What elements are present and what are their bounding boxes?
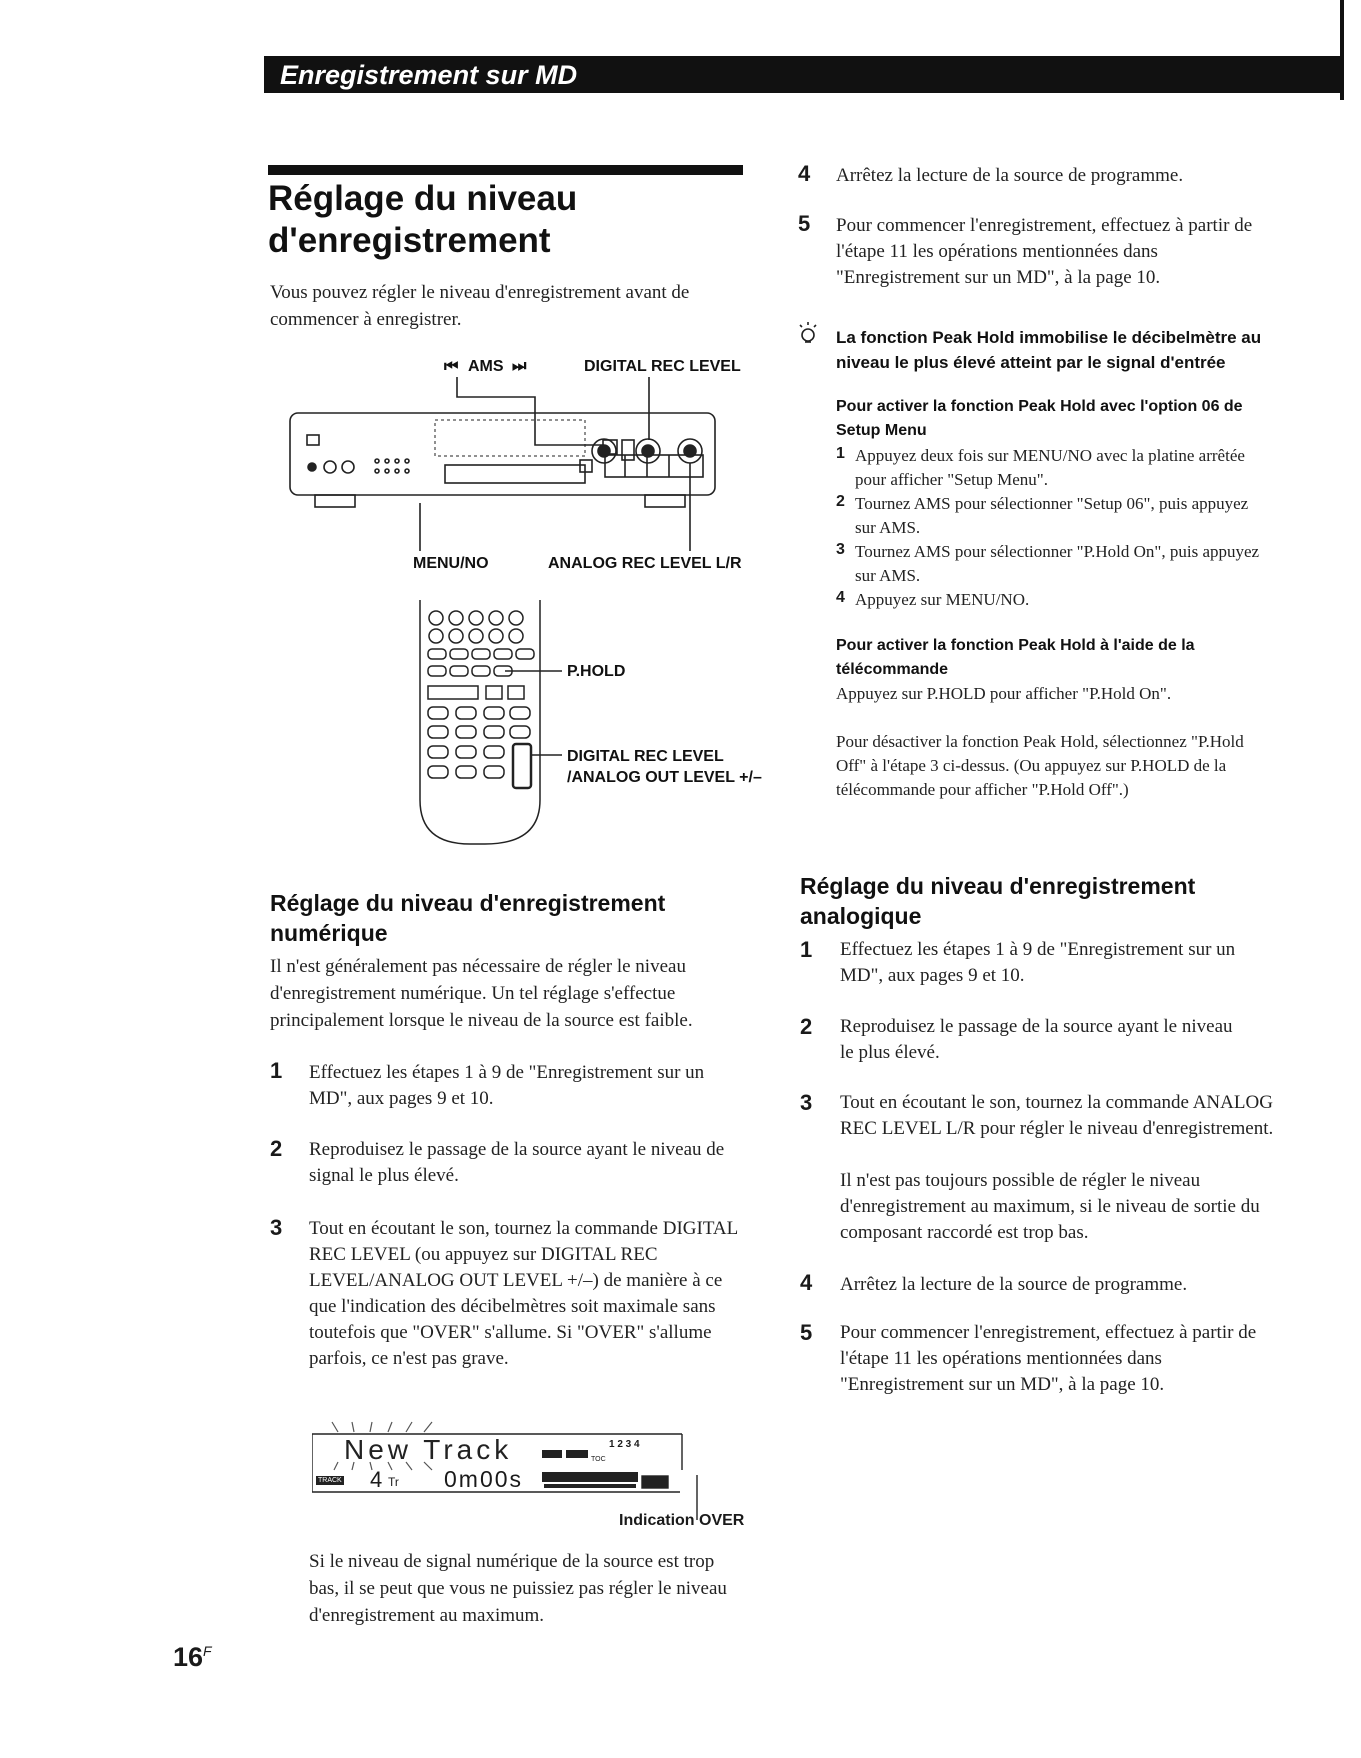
ams-next-icon: ⏭ <box>512 358 527 375</box>
display-toc: TOC <box>591 1456 606 1463</box>
numeric-step-3-number: 3 <box>270 1215 283 1240</box>
display-track-value: 4 <box>370 1467 383 1492</box>
deck-diagram <box>285 355 755 572</box>
analog-section-heading: Réglage du niveau d'enregistrement analogique <box>800 873 1196 929</box>
ams-label: AMS <box>468 358 504 375</box>
tip-bulb-icon <box>796 321 820 347</box>
setup-step-3-number: 3 <box>836 541 845 558</box>
over-indication-label: Indication OVER <box>619 1512 745 1529</box>
setup-step-1-number: 1 <box>836 445 845 462</box>
page-number-suffix: F <box>203 1643 212 1659</box>
setup-heading: Pour activer la fonction Peak Hold avec l'option 06 de Setup Menu <box>836 398 1243 439</box>
display-time: 0m00s <box>444 1466 524 1492</box>
deactivate-text: Pour désactiver la fonction Peak Hold, sélectionnez "P.Hold Off" à l'étape 3 ci-dessus. (Ou appuyez sur P.HOLD de la télécommande pour afficher "P.Hold Off".) <box>836 732 1244 799</box>
right-step-4-text: Arrêtez la lecture de la source de programme. <box>836 165 1184 186</box>
setup-step-2-number: 2 <box>836 493 845 510</box>
numeric-section-heading: Réglage du niveau d'enregistrement numérique <box>270 890 666 946</box>
remote-digital-rec-label-2: /ANALOG OUT LEVEL +/– <box>567 769 762 786</box>
numeric-step-1-text: Effectuez les étapes 1 à 9 de "Enregistrement sur un MD", aux pages 9 et 10. <box>309 1062 705 1109</box>
md-deck-illustration <box>285 355 755 565</box>
page-number <box>173 1642 212 1673</box>
analog-step-2-number: 2 <box>800 1014 813 1039</box>
title-rule <box>268 165 743 175</box>
numeric-step-1-number: 1 <box>270 1058 283 1083</box>
display-panel <box>312 1420 752 1529</box>
numeric-section-note: Si le niveau de signal numérique de la source est trop bas, il se peut que vous ne puissiez pas régler le niveau d'enregistrement au maximum. <box>309 1551 727 1626</box>
analog-step-4-text: Arrêtez la lecture de la source de programme. <box>840 1274 1188 1295</box>
analog-step-3-number: 3 <box>800 1090 813 1115</box>
analog-step-3-text: Tout en écoutant le son, tournez la commande ANALOG REC LEVEL L/R pour régler le niveau d'enregistrement. <box>840 1092 1274 1139</box>
remote-digital-rec-label-1: DIGITAL REC LEVEL <box>567 748 724 765</box>
display-track-unit: Tr <box>388 1475 399 1489</box>
remote-diagram <box>410 600 790 850</box>
analog-step-1-text: Effectuez les étapes 1 à 9 de "Enregistrement sur un MD", aux pages 9 et 10. <box>840 939 1236 986</box>
setup-step-4-text: Appuyez sur MENU/NO. <box>855 590 1030 609</box>
section-header-title: Enregistrement sur MD <box>280 60 578 90</box>
lightbulb-icon <box>796 321 820 347</box>
right-step-5-text: Pour commencer l'enregistrement, effectuez à partir de l'étape 11 les opérations mentionnées dans "Enregistrement sur un MD", à la page 10. <box>836 215 1253 288</box>
setup-step-3-text: Tournez AMS pour sélectionner "P.Hold On", puis appuyez sur AMS. <box>855 542 1260 585</box>
numeric-section-intro: Il n'est généralement pas nécessaire de régler le niveau d'enregistrement numérique. Un tel réglage s'effectue principalement lorsque le niveau de la source est faible. <box>270 956 693 1031</box>
numeric-step-2-number: 2 <box>270 1136 283 1161</box>
numeric-step-2-text: Reproduisez le passage de la source ayant le niveau de signal le plus élevé. <box>309 1139 725 1186</box>
page-title: Réglage du niveau d'enregistrement <box>268 179 578 260</box>
setup-step-1-text: Appuyez deux fois sur MENU/NO avec la platine arrêtée pour afficher "Setup Menu". <box>855 446 1245 489</box>
setup-step-4-number: 4 <box>836 589 845 606</box>
analog-step-3-extra: Il n'est pas toujours possible de régler le niveau d'enregistrement au maximum, si le niveau de sortie du composant raccordé est trop bas. <box>840 1170 1260 1243</box>
setup-step-2-text: Tournez AMS pour sélectionner "Setup 06", puis appuyez sur AMS. <box>855 494 1249 537</box>
analog-step-1-number: 1 <box>800 937 813 962</box>
right-step-4-number: 4 <box>798 161 811 186</box>
page-number-value: 16 <box>173 1642 204 1672</box>
numeric-step-3-text: Tout en écoutant le son, tournez la commande DIGITAL REC LEVEL (ou appuyez sur DIGITAL REC LEVEL/ANALOG OUT LEVEL +/–) de manière à ce que l'indication des décibelmètres soit maximale sans toutefois que "OVER" s'allume. Si "OVER" s'allume parfois, ce n'est pas grave. <box>309 1218 738 1369</box>
analog-step-2-text: Reproduisez le passage de la source ayant le niveau le plus élevé. <box>840 1016 1233 1063</box>
phold-label: P.HOLD <box>567 663 626 680</box>
display-track-label: TRACK <box>318 1477 342 1484</box>
right-step-5-number: 5 <box>798 211 811 236</box>
remote-heading: Pour activer la fonction Peak Hold à l'aide de la télécommande <box>836 637 1195 678</box>
intro-text: Vous pouvez régler le niveau d'enregistrement avant de commencer à enregistrer. <box>270 282 690 330</box>
analog-step-4-number: 4 <box>800 1270 813 1295</box>
ams-prev-icon: ⏮ <box>444 358 459 375</box>
tip-heading: La fonction Peak Hold immobilise le décibelmètre au niveau le plus élevé atteint par le signal d'entrée <box>836 328 1262 372</box>
analog-step-5-text: Pour commencer l'enregistrement, effectuez à partir de l'étape 11 les opérations mentionnées dans "Enregistrement sur un MD", à la page 10. <box>840 1322 1257 1395</box>
menu-no-label: MENU/NO <box>413 555 489 572</box>
page-edge-mark <box>1340 0 1344 100</box>
display-main-text: New Track <box>344 1434 513 1465</box>
remote-text: Appuyez sur P.HOLD pour afficher "P.Hold On". <box>836 684 1172 703</box>
analog-step-5-number: 5 <box>800 1320 813 1345</box>
remote-control-illustration <box>410 600 570 850</box>
display-numbers: 1 2 3 4 <box>609 1439 640 1450</box>
analog-rec-level-label: ANALOG REC LEVEL L/R <box>548 555 742 572</box>
digital-rec-level-label: DIGITAL REC LEVEL <box>584 358 741 375</box>
